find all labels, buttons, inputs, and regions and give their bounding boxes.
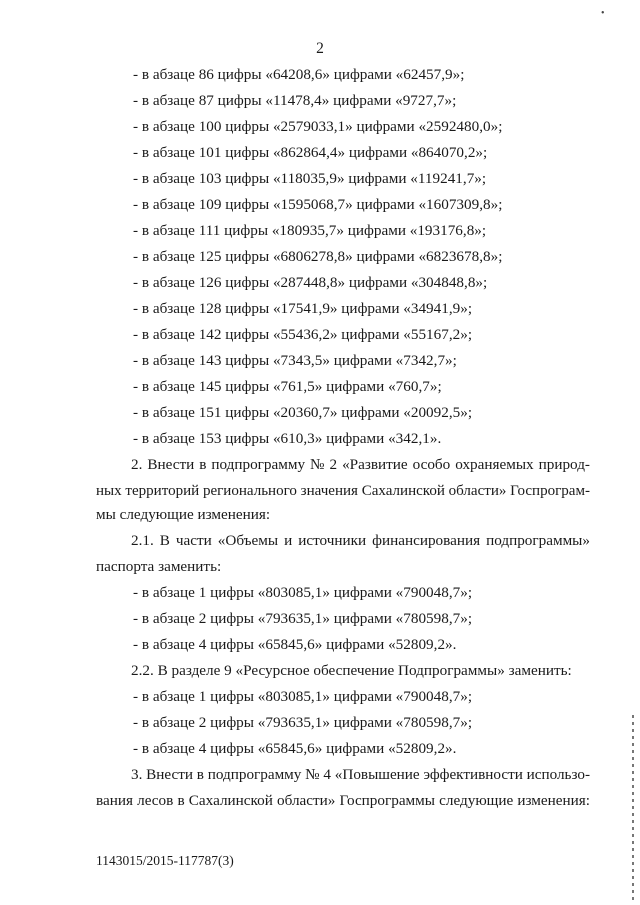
text-line: 2. Внести в подпрограмму № 2 «Развитие особо охраняемых природ- xyxy=(131,456,590,473)
text-line: ных территорий регионального значения Сахалинской области» Госпрограм- xyxy=(96,482,590,499)
text-line: - в абзаце 1 цифры «803085,1» цифрами «790048,7»; xyxy=(133,584,473,601)
text-line: паспорта заменить: xyxy=(96,558,222,575)
text-line: - в абзаце 2 цифры «793635,1» цифрами «780598,7»; xyxy=(133,714,473,731)
scan-mark: • xyxy=(601,8,605,19)
text-line: - в абзаце 111 цифры «180935,7» цифрами «193176,8»; xyxy=(133,222,487,239)
text-line: 2.2. В разделе 9 «Ресурсное обеспечение Подпрограммы» заменить: xyxy=(131,662,572,679)
text-line: вания лесов в Сахалинской области» Госпрограммы следующие изменения: xyxy=(96,792,590,809)
text-line: - в абзаце 86 цифры «64208,6» цифрами «62457,9»; xyxy=(133,66,465,83)
text-line: - в абзаце 103 цифры «118035,9» цифрами «119241,7»; xyxy=(133,170,487,187)
text-line: - в абзаце 2 цифры «793635,1» цифрами «780598,7»; xyxy=(133,610,473,627)
text-line: - в абзаце 101 цифры «862864,4» цифрами «864070,2»; xyxy=(133,144,488,161)
text-line: - в абзаце 87 цифры «11478,4» цифрами «9727,7»; xyxy=(133,92,457,109)
text-line: мы следующие изменения: xyxy=(96,506,271,523)
text-line: - в абзаце 126 цифры «287448,8» цифрами «304848,8»; xyxy=(133,274,488,291)
page-number: 2 xyxy=(316,40,324,57)
scan-edge-mark xyxy=(632,715,634,900)
text-line: 2.1. В части «Объемы и источники финансирования подпрограммы» xyxy=(131,532,590,549)
text-line: - в абзаце 145 цифры «761,5» цифрами «760,7»; xyxy=(133,378,442,395)
text-line: - в абзаце 128 цифры «17541,9» цифрами «34941,9»; xyxy=(133,300,473,317)
document-footer-id: 1143015/2015-117787(3) xyxy=(96,853,234,868)
text-line: - в абзаце 142 цифры «55436,2» цифрами «55167,2»; xyxy=(133,326,473,343)
text-line: 3. Внести в подпрограмму № 4 «Повышение эффективности использо- xyxy=(131,766,590,783)
text-line: - в абзаце 1 цифры «803085,1» цифрами «790048,7»; xyxy=(133,688,473,705)
text-line: - в абзаце 4 цифры «65845,6» цифрами «52809,2». xyxy=(133,636,457,653)
text-line: - в абзаце 100 цифры «2579033,1» цифрами «2592480,0»; xyxy=(133,118,503,135)
text-line: - в абзаце 4 цифры «65845,6» цифрами «52809,2». xyxy=(133,740,457,757)
text-line: - в абзаце 153 цифры «610,3» цифрами «342,1». xyxy=(133,430,442,447)
text-line: - в абзаце 151 цифры «20360,7» цифрами «20092,5»; xyxy=(133,404,473,421)
text-line: - в абзаце 109 цифры «1595068,7» цифрами «1607309,8»; xyxy=(133,196,503,213)
text-line: - в абзаце 143 цифры «7343,5» цифрами «7342,7»; xyxy=(133,352,457,369)
text-line: - в абзаце 125 цифры «6806278,8» цифрами «6823678,8»; xyxy=(133,248,503,265)
